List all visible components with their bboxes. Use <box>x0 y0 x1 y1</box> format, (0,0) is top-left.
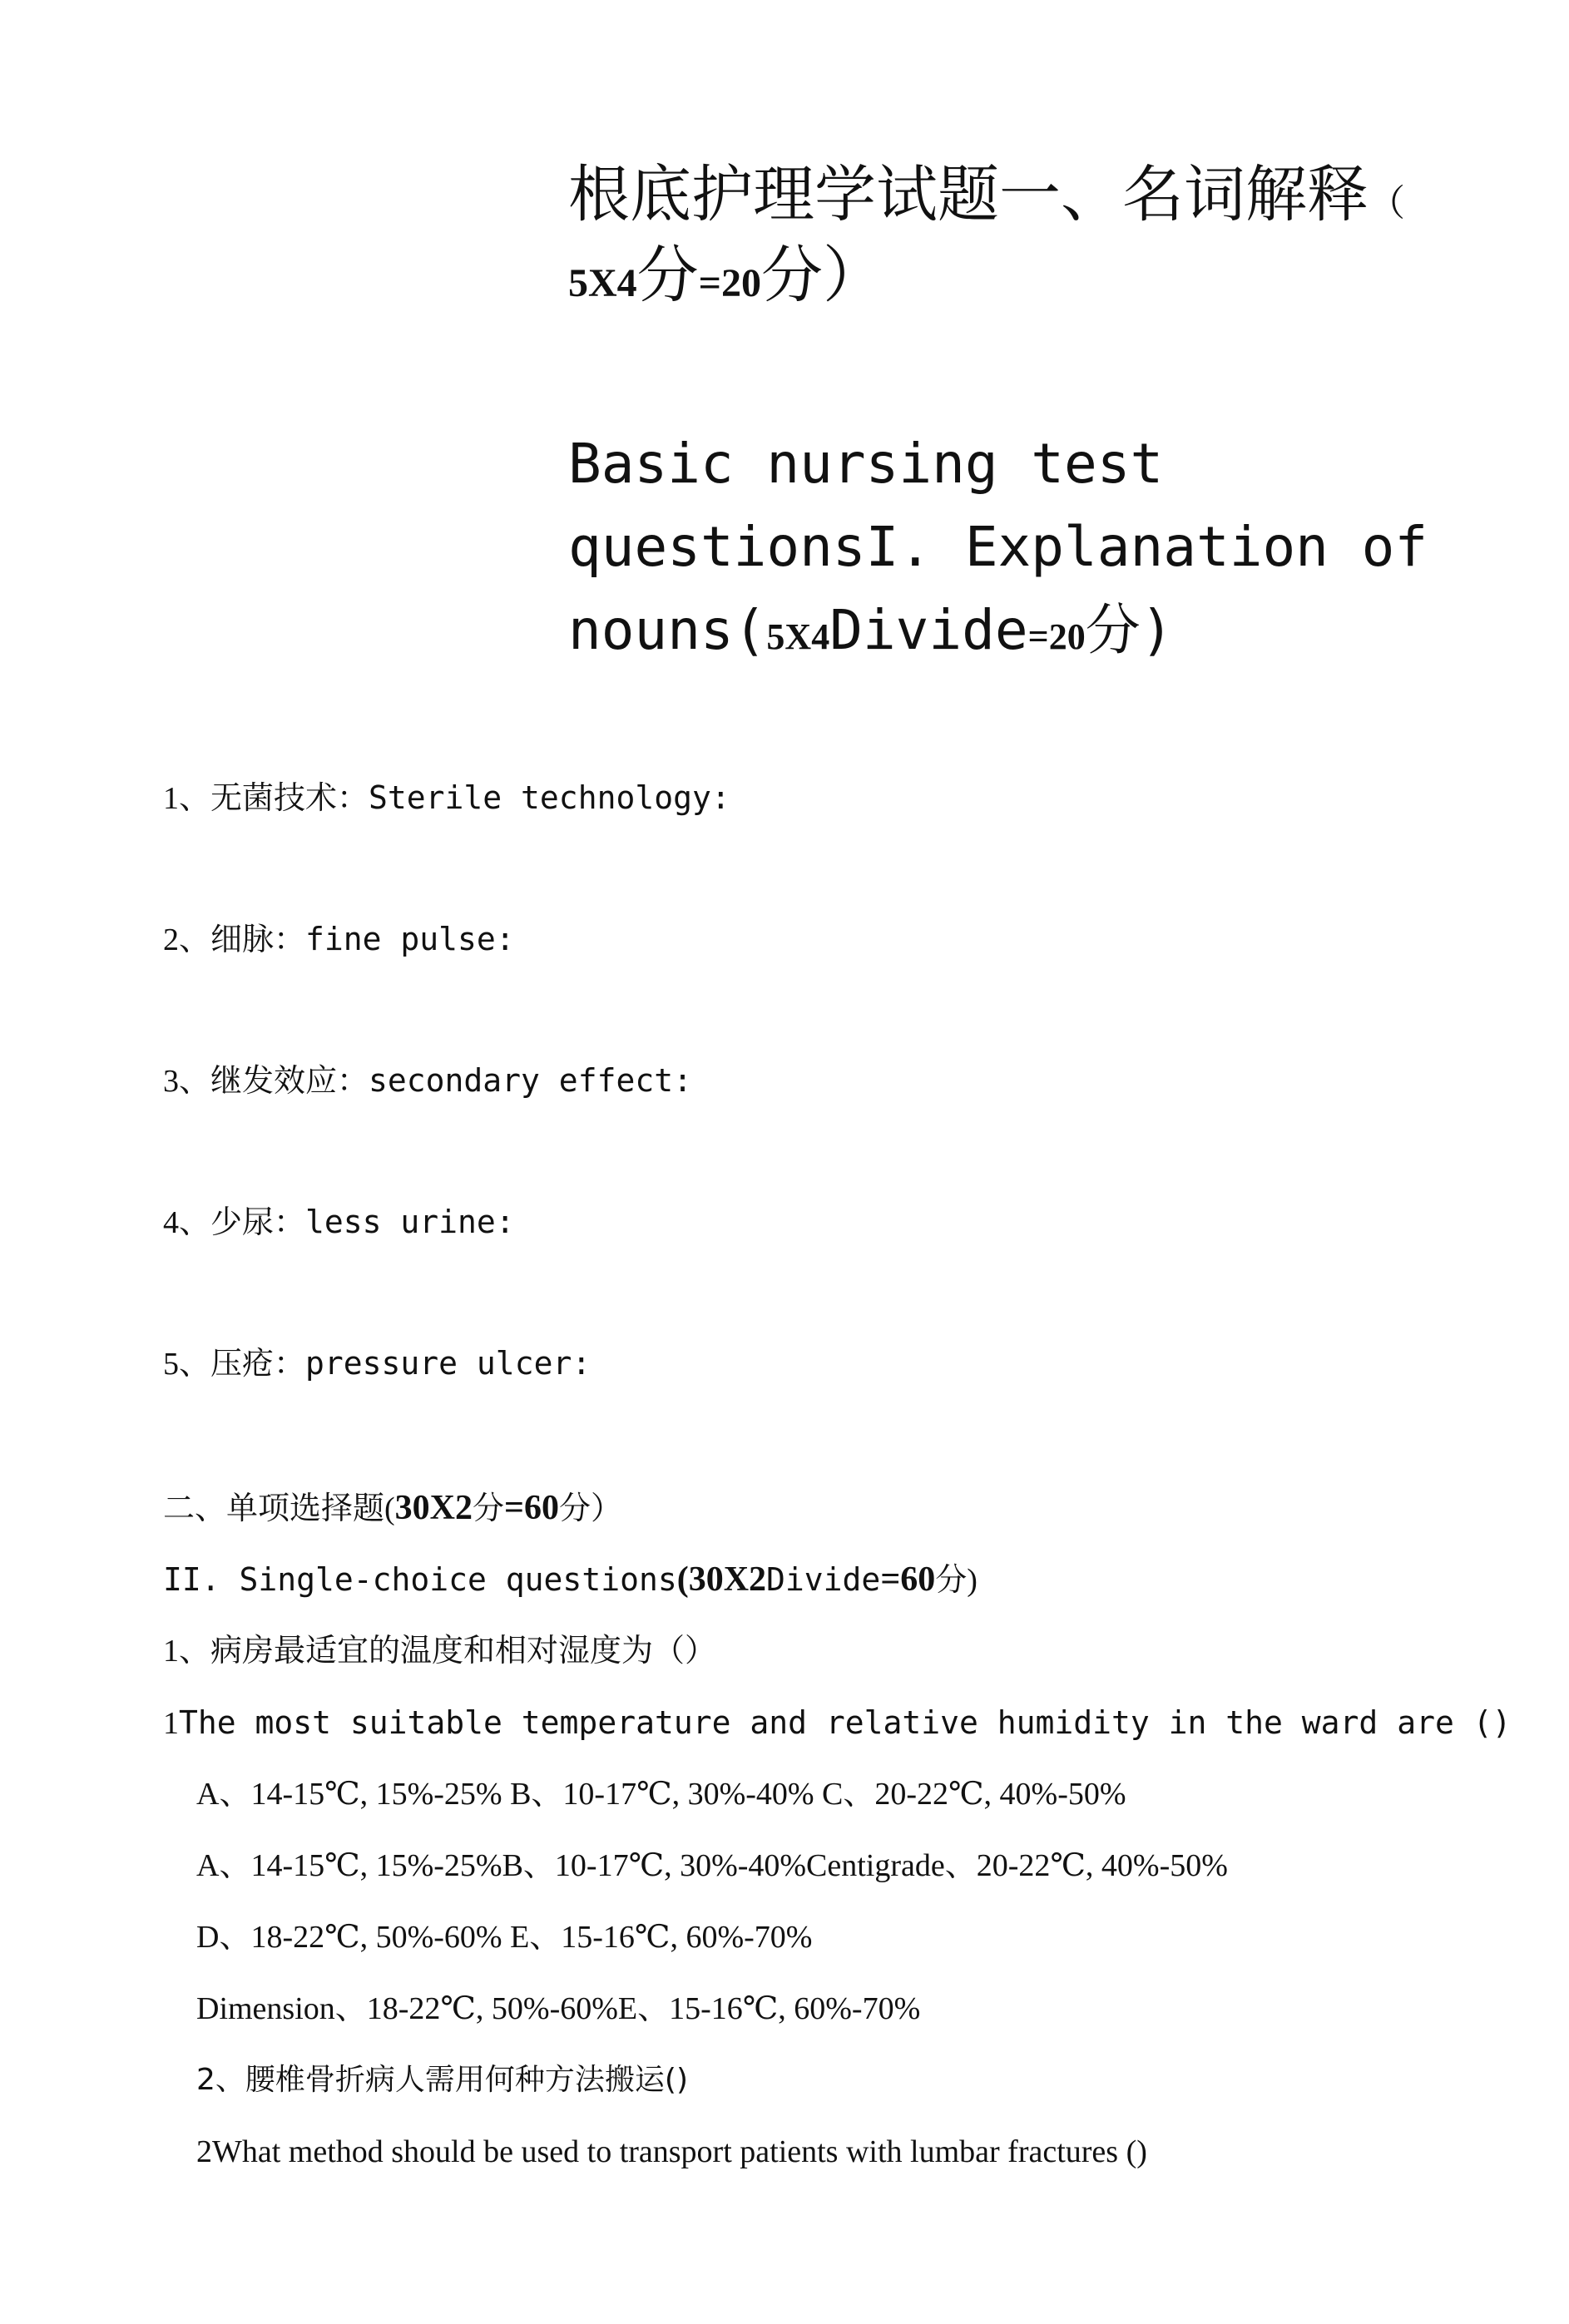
page-title-en-line3 <box>568 589 1173 679</box>
section-heading-en-total: =60 <box>880 1560 936 1599</box>
question-1-options-cn-1: A、14-15℃, 15%-25% B、10-17℃, 30%-40% C、20-22℃, 40%-50% <box>196 1777 1126 1812</box>
term-en: less urine: <box>305 1204 515 1240</box>
title-en-unit: 分) <box>1085 598 1174 662</box>
question-2-cn: 2、腰椎骨折病人需用何种方法搬运() <box>196 2063 688 2097</box>
term-number: 3、 <box>163 1064 211 1099</box>
term-cn: 细脉： <box>210 922 306 957</box>
section-heading-cn-unit-close: 分） <box>558 1491 622 1526</box>
score-5x4: 5X4 <box>568 261 637 305</box>
section-heading-en-divide: Divide <box>766 1561 881 1598</box>
score-unit-close: 分） <box>761 242 885 310</box>
term-number: 1、 <box>163 781 211 816</box>
question-text: The most suitable temperature and relative humidity in the ward are () <box>179 1704 1512 1741</box>
title-en-total: =20 <box>1027 616 1086 657</box>
section-heading-en-score: (30X2 <box>676 1560 767 1599</box>
term-en: fine pulse: <box>305 921 515 957</box>
term-en: pressure ulcer: <box>305 1345 591 1382</box>
term-item-5 <box>163 1342 591 1385</box>
title-en-divide: Divide <box>829 598 1028 662</box>
question-1-options-en-2: Dimension、18-22℃, 50%-60%E、15-16℃, 60%-70% <box>196 1991 921 2026</box>
question-2-en: 2What method should be used to transport patients with lumbar fractures () <box>196 2134 1147 2169</box>
question-1-cn: 1、病房最适宜的温度和相对湿度为（） <box>163 1634 717 1669</box>
section-heading-en <box>163 1557 978 1603</box>
term-number: 2、 <box>163 922 211 957</box>
term-item-1 <box>163 777 730 819</box>
term-number: 4、 <box>163 1205 211 1240</box>
section-heading-cn-text: 二、单项选择题( <box>163 1491 395 1526</box>
page-title-en-line2: questionsI. Explanation of <box>568 515 1428 579</box>
section-heading-en-text: II. Single-choice questions <box>163 1561 677 1598</box>
question-1-en <box>163 1700 1511 1746</box>
title-en-nouns: nouns( <box>568 598 767 662</box>
term-cn: 压疮： <box>210 1347 306 1382</box>
title-cn-paren: （ <box>1369 183 1405 224</box>
term-en: Sterile technology: <box>369 779 730 816</box>
term-item-2 <box>163 918 515 961</box>
term-item-4 <box>163 1201 515 1244</box>
term-item-3 <box>163 1060 692 1102</box>
score-unit: 分 <box>636 242 699 310</box>
page-title-en-line1: Basic nursing test <box>568 432 1164 496</box>
question-1-options-en-1: A、14-15℃, 15%-25%B、10-17℃, 30%-40%Centigrade、20-22℃, 40%-50% <box>196 1848 1228 1883</box>
term-en: secondary effect: <box>369 1062 692 1099</box>
question-1-options-cn-2: D、18-22℃, 50%-60% E、15-16℃, 60%-70% <box>196 1920 813 1955</box>
section-heading-cn <box>163 1486 622 1531</box>
score-total: =20 <box>698 261 762 305</box>
term-number: 5、 <box>163 1347 211 1382</box>
title-cn-text: 根底护理学试题一、名词解释 <box>568 161 1369 230</box>
section-heading-en-unit: 分) <box>935 1563 978 1598</box>
section-heading-cn-unit: 分 <box>473 1491 505 1526</box>
section-heading-cn-total: =60 <box>504 1489 559 1527</box>
section-heading-cn-score: 30X2 <box>394 1489 473 1527</box>
term-cn: 无菌技术： <box>210 781 369 816</box>
title-en-5x4: 5X4 <box>766 616 830 657</box>
term-cn: 继发效应： <box>210 1064 369 1099</box>
term-cn: 少尿： <box>210 1205 306 1240</box>
page-title-cn-score <box>568 235 884 325</box>
question-number: 1 <box>163 1706 179 1741</box>
